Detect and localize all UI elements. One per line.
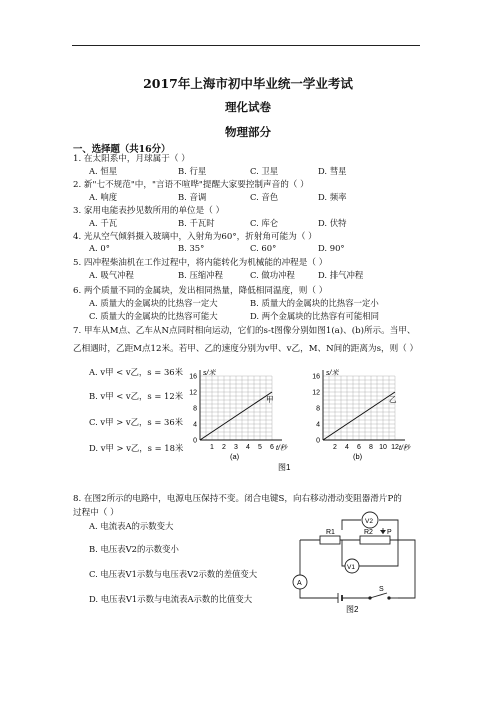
y-tick-label: 4 (316, 421, 320, 429)
y-axis-label: s/米 (326, 370, 339, 377)
y-tick-label: 12 (189, 389, 197, 397)
figure-2-circuit (290, 510, 425, 614)
x-tick-label: 8 (369, 444, 373, 451)
q2-option-c: C. 音色 (250, 192, 279, 202)
exam-part: 物理部分 (225, 125, 271, 139)
exam-subtitle: 理化试卷 (225, 100, 271, 114)
q7-option-b: B. v甲 < v乙，s = 12米 (89, 391, 184, 401)
q1-stem: 1. 在太阳系中，月球属于（ ） (73, 154, 190, 164)
x-tick-label: 6 (357, 444, 361, 451)
q5-option-c: C. 做功冲程 (250, 270, 295, 280)
section-title: 一、选择题（共16分） (73, 144, 171, 155)
q2-stem: 2. 新"七不规范"中，"言语不喧哗"提醒大家要控制声音的（ ） (73, 180, 309, 190)
header-rule (72, 45, 420, 46)
q5-option-a: A. 吸气冲程 (89, 270, 134, 280)
q3-option-a: A. 千瓦 (89, 218, 118, 228)
q7-stem-line2: 乙相遇时，乙距M点12米。若甲、乙的速度分别为v甲、v乙，M、N间的距离为s，则（ ） (73, 344, 419, 354)
q6-option-d: D. 两个金属块的比热容有可能相同 (250, 311, 379, 321)
label-p: P (387, 529, 392, 536)
y-tick-label: 12 (312, 389, 320, 397)
x-axis-label: t/秒 (399, 445, 410, 452)
graph-label: (a) (230, 452, 240, 461)
y-tick-label: 16 (312, 373, 320, 381)
graph-a (189, 369, 289, 461)
x-tick-label: 10 (379, 444, 387, 451)
label-s: S (379, 586, 384, 593)
graph-label: (b) (353, 452, 363, 461)
x-tick-label: 2 (333, 444, 337, 451)
y-tick-label: 8 (193, 405, 197, 413)
q7-option-c: C. v甲 > v乙，s = 36米 (89, 417, 184, 427)
q4-option-a: A. 0° (89, 243, 110, 253)
q6-stem: 6. 两个质量不同的金属块，发出相同热量，降低相同温度，则（ ） (73, 286, 328, 296)
q1-option-d: D. 彗星 (318, 166, 347, 176)
y-tick-label: 0 (193, 437, 197, 445)
q4-stem: 4. 光从空气倾斜摄入玻璃中，入射角为60°，折射角可能为（ ） (73, 232, 317, 242)
figure-1-caption: 图1 (278, 463, 291, 472)
q4-option-d: D. 90° (318, 243, 345, 253)
y-tick-label: 8 (316, 405, 320, 413)
label-a: A (297, 580, 302, 587)
y-tick-label: 4 (193, 421, 197, 429)
y-axis-label: s/米 (203, 370, 216, 377)
q1-option-a: A. 恒星 (89, 166, 118, 176)
q8-stem-line1: 8. 在图2所示的电路中，电源电压保持不变。闭合电键S，向右移动滑动变阻器滑片P的 (73, 494, 402, 504)
q7-stem-line1: 7. 甲车从M点、乙车从N点同时相向运动，它们的s-t图像分别如图1(a)、(b)所示。当甲、 (73, 326, 416, 336)
exam-title: 2017年上海市初中毕业统一学业考试 (143, 76, 353, 91)
q6-option-a: A. 质量大的金属块的比热容一定大 (89, 298, 218, 308)
x-tick-label: 6 (270, 444, 274, 451)
q3-stem: 3. 家用电能表抄见数所用的单位是（ ） (73, 206, 225, 216)
q8-stem-line2: 过程中（ ） (73, 508, 119, 518)
q6-option-b: B. 质量大的金属块的比热容一定小 (250, 298, 379, 308)
q8-option-b: B. 电压表V2的示数变小 (89, 544, 179, 554)
figure-1 (180, 366, 430, 472)
label-r1: R1 (326, 529, 335, 536)
y-tick-label: 0 (316, 437, 320, 445)
q2-option-a: A. 响度 (89, 192, 118, 202)
switch-s (370, 593, 387, 598)
resistor-r2 (360, 536, 390, 544)
q8-option-a: A. 电流表A的示数变大 (89, 521, 174, 531)
q8-option-c: C. 电压表V1示数与电压表V2示数的差值变大 (89, 569, 258, 579)
y-tick-label: 16 (189, 373, 197, 381)
figure-2-caption: 图2 (346, 605, 359, 614)
series-label: 甲 (266, 395, 274, 404)
q4-option-b: B. 35° (178, 243, 205, 253)
q4-option-c: C. 60° (250, 243, 277, 253)
q7-option-d: D. v甲 > v乙，s = 18米 (89, 443, 184, 453)
q5-option-d: D. 排气冲程 (318, 270, 364, 280)
x-tick-label: 12 (391, 444, 399, 451)
x-tick-label: 1 (210, 444, 214, 451)
q7-option-a: A. v甲 < v乙，s = 36米 (89, 367, 183, 377)
q2-option-b: B. 音调 (178, 192, 207, 202)
q3-option-c: C. 库仑 (250, 218, 279, 228)
q5-stem: 5. 四冲程柴油机在工作过程中，将内能转化为机械能的冲程是（ ） (73, 258, 328, 268)
x-tick-label: 2 (222, 444, 226, 451)
x-tick-label: 4 (246, 444, 250, 451)
q5-option-b: B. 压缩冲程 (178, 270, 223, 280)
label-v1: V1 (347, 564, 355, 571)
x-tick-label: 4 (345, 444, 349, 451)
q6-option-c: C. 质量大的金属块的比热容可能大 (89, 311, 218, 321)
resistor-r1 (320, 536, 340, 544)
x-tick-label: 5 (258, 444, 262, 451)
x-tick-label: 3 (234, 444, 238, 451)
q3-option-b: B. 千瓦时 (178, 218, 215, 228)
label-r2: R2 (364, 529, 373, 536)
q3-option-d: D. 伏特 (318, 218, 347, 228)
q2-option-d: D. 频率 (318, 192, 347, 202)
q1-option-b: B. 行星 (178, 166, 207, 176)
series-label: 乙 (389, 395, 397, 404)
label-v2: V2 (365, 518, 373, 525)
q1-option-c: C. 卫星 (250, 166, 279, 176)
x-axis-label: t/秒 (276, 445, 287, 452)
q8-option-d: D. 电压表V1示数与电流表A示数的比值变大 (89, 594, 253, 604)
graph-b (312, 369, 412, 461)
